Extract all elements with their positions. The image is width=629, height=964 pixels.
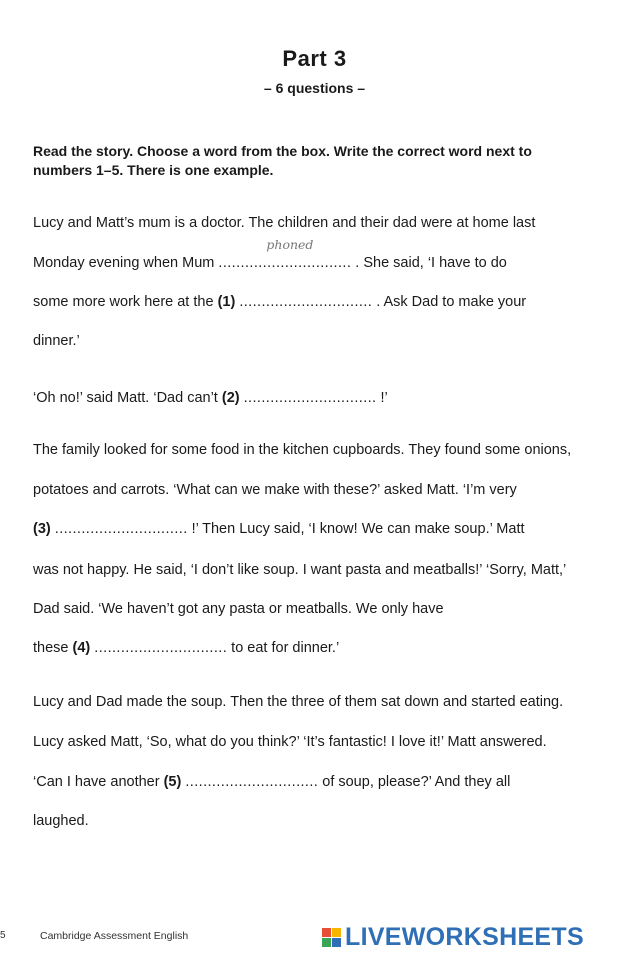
answer-blank-4[interactable]: .............................. (94, 640, 228, 656)
story-line: Dad said. ‘We haven’t got any pasta or meatballs. We only have (33, 601, 444, 617)
story-line: these (4) .............................. to eat for dinner.’ (33, 640, 340, 656)
instructions: Read the story. Choose a word from the box. Write the correct word next to numbers 1–5. There is one example. (33, 143, 532, 178)
answer-blank-1[interactable]: .............................. (239, 294, 373, 310)
question-number-3: (3) (33, 521, 51, 537)
story-line: (3) .............................. !’ Then Lucy said, ‘I know! We can make soup.’ Matt (33, 521, 525, 537)
page-subtitle: – 6 questions – (263, 80, 366, 96)
story-line: laughed. (33, 813, 89, 829)
story-line: dinner.’ (33, 333, 80, 349)
logo-square (332, 928, 341, 937)
question-number-4: (4) (72, 640, 91, 656)
story-line: ‘Oh no!’ said Matt. ‘Dad can’t (2) .............................. !’ (33, 390, 388, 406)
logo-square (322, 928, 331, 937)
logo-square (332, 938, 341, 947)
story-line: was not happy. He said, ‘I don’t like soup. I want pasta and meatballs!’ ‘Sorry, Matt,’ (33, 562, 567, 578)
question-number-2: (2) (221, 390, 240, 406)
story-line: some more work here at the (1) .............................. . Ask Dad to make your (33, 294, 527, 310)
page-title: Part 3 (282, 46, 347, 71)
answer-blank-3[interactable]: .............................. (54, 521, 188, 537)
logo-text: LIVEWORKSHEETS (345, 923, 584, 951)
liveworksheets-logo[interactable] (322, 922, 584, 952)
publisher-name: Cambridge Assessment English (40, 930, 189, 942)
example-blank[interactable]: .............................. phoned (218, 237, 352, 271)
logo-grid-icon (322, 928, 341, 947)
story-line: potatoes and carrots. ‘What can we make with these?’ asked Matt. ‘I’m very (33, 482, 517, 498)
story-line: Lucy asked Matt, ‘So, what do you think?’ ‘It’s fantastic! I love it!’ Matt answered. (33, 734, 547, 750)
answer-blank-5[interactable]: .............................. (185, 774, 319, 790)
page-number: 5 (0, 930, 6, 941)
story-line: ‘Can I have another (5) .............................. of soup, please?’ And they all (33, 774, 511, 790)
answer-blank-2[interactable]: .............................. (243, 390, 377, 406)
story-line: Monday evening when Mum .............................. phoned . She said, ‘I have to do (33, 237, 507, 271)
question-number-5: (5) (163, 774, 182, 790)
story-line: The family looked for some food in the kitchen cupboards. They found some onions, (33, 442, 572, 458)
story-line: Lucy and Matt’s mum is a doctor. The children and their dad were at home last (33, 215, 536, 231)
logo-square (322, 938, 331, 947)
question-number-1: (1) (217, 294, 236, 310)
example-answer: phoned (266, 237, 314, 252)
story-line: Lucy and Dad made the soup. Then the three of them sat down and started eating. (33, 694, 564, 710)
